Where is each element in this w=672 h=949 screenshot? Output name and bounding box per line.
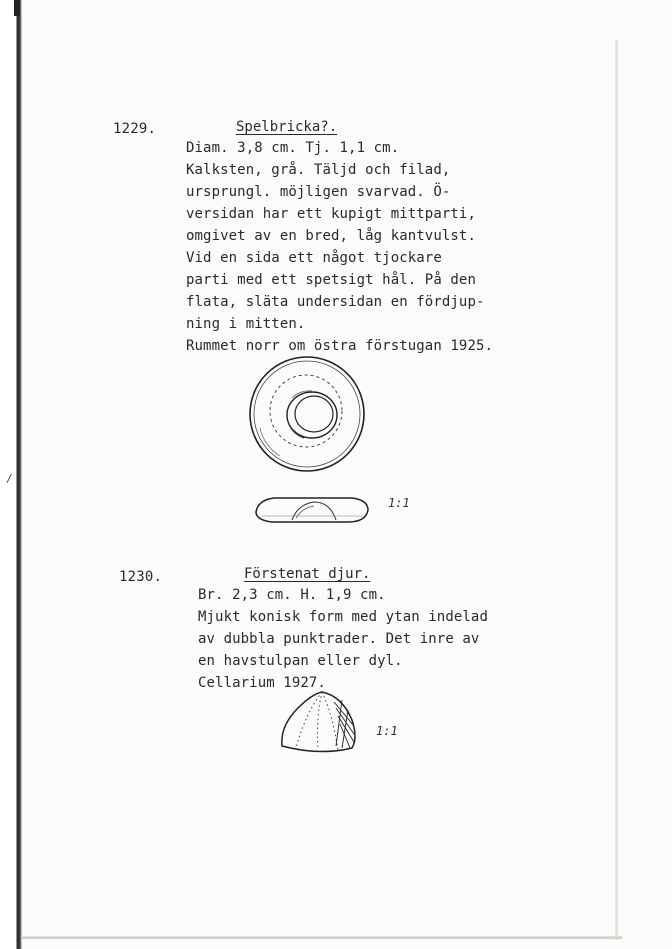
entry-line: parti med ett spetsigt hål. På den <box>186 272 476 288</box>
entry-line: ursprungl. möjligen svarvad. Ö- <box>186 184 451 200</box>
entry-number: 1229. <box>113 121 157 137</box>
entry-line: Br. 2,3 cm. H. 1,9 cm. <box>198 587 386 603</box>
game-piece-side-view-drawing <box>252 490 372 526</box>
entry-line: omgivet av en bred, låg kantvulst. <box>186 228 476 244</box>
entry-line: Mjukt konisk form med ytan indelad <box>198 609 488 625</box>
entry-title: Spelbricka?. <box>236 119 338 135</box>
entry-line: en havstulpan eller dyl. <box>198 653 403 669</box>
entry-line: av dubbla punktrader. Det inre av <box>198 631 480 647</box>
margin-mark: / <box>6 472 13 485</box>
scale-label: 1:1 <box>376 724 398 738</box>
entry-line: ning i mitten. <box>186 316 306 332</box>
entry-line: Kalksten, grå. Täljd och filad, <box>186 162 451 178</box>
page-bottom-edge <box>22 936 622 939</box>
fossil-barnacle-drawing <box>276 686 360 756</box>
entry-line: Cellarium 1927. <box>198 675 326 691</box>
entry-line: Rummet norr om östra förstugan 1925. <box>186 338 494 354</box>
entry-title: Förstenat djur. <box>244 566 371 582</box>
entry-line: versidan har ett kupigt mittparti, <box>186 206 476 222</box>
entry-number: 1230. <box>119 569 163 585</box>
binding-mark <box>14 0 20 16</box>
game-piece-top-view-drawing <box>240 348 374 482</box>
page-right-edge <box>615 40 618 940</box>
scale-label: 1:1 <box>388 496 410 510</box>
entry-line: flata, släta undersidan en fördjup- <box>186 294 485 310</box>
entry-line: Vid en sida ett något tjockare <box>186 250 442 266</box>
entry-line: Diam. 3,8 cm. Tj. 1,1 cm. <box>186 140 400 156</box>
